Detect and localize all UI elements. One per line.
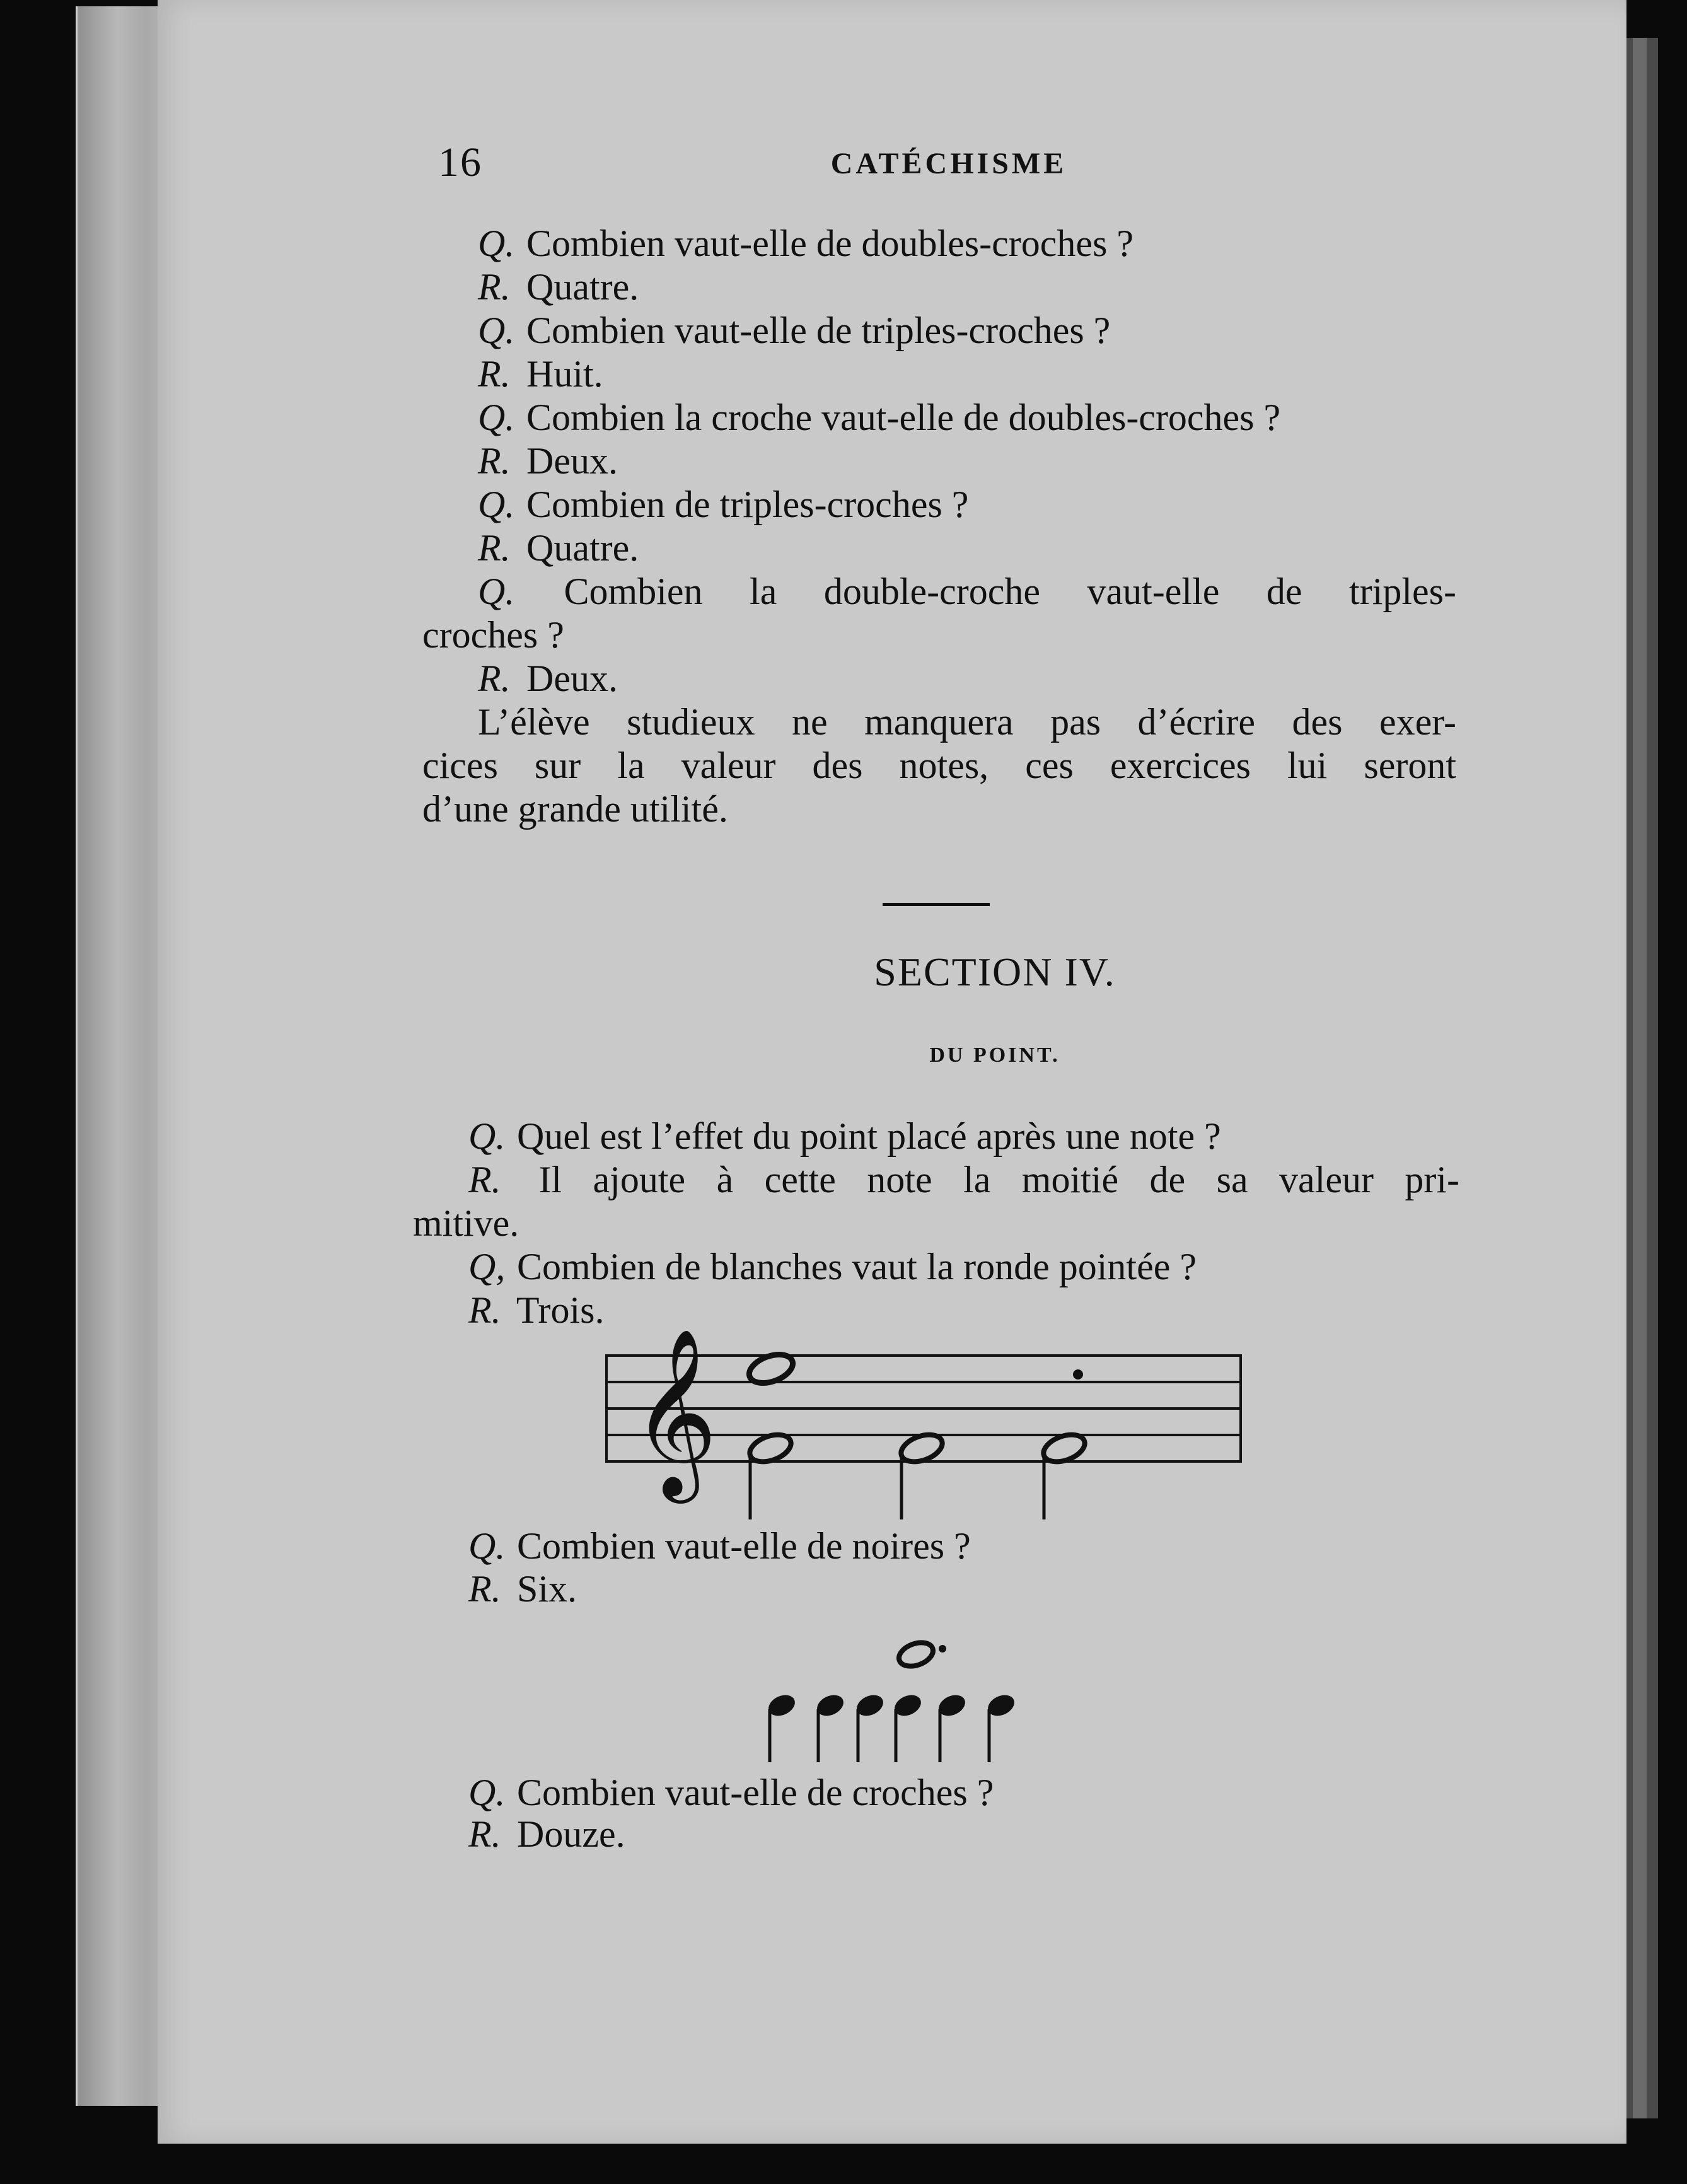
paragraph-line: d’une grande utilité. xyxy=(422,788,728,830)
qa-line xyxy=(422,570,1456,613)
qa-mark: R. xyxy=(478,527,511,569)
qa-text: Combien de blanches vaut la ronde pointée ? xyxy=(517,1246,1197,1287)
qa-mark: Q. xyxy=(478,223,515,264)
qa-line xyxy=(422,265,1456,309)
qa-line xyxy=(422,396,1456,439)
qa-mark: Q. xyxy=(478,310,515,351)
qa-mark: R. xyxy=(478,658,511,699)
qa-line xyxy=(413,1813,1459,1855)
qa-text: Combien vaut-elle de croches ? xyxy=(517,1772,994,1813)
qa-text: Deux. xyxy=(526,440,618,482)
qa-line xyxy=(422,657,1456,700)
quarter-note xyxy=(985,1691,1018,1762)
qa-line xyxy=(413,1289,1459,1332)
qa-text: Deux. xyxy=(526,658,618,699)
half-note xyxy=(898,1430,946,1519)
paragraph-line: L’élève studieux ne manquera pas d’écrire des exer- xyxy=(478,701,1456,743)
section-heading: SECTION IV. xyxy=(874,950,1116,994)
half-note xyxy=(746,1430,795,1519)
music-staff-example xyxy=(593,1330,1248,1526)
quarter-note xyxy=(936,1691,969,1762)
qa-text: Combien vaut-elle de triples-croches ? xyxy=(526,310,1111,351)
qa-mark: Q. xyxy=(468,1525,506,1567)
section-subheading: DU POINT. xyxy=(929,1043,1060,1067)
qa-block-croches xyxy=(413,1772,1459,1855)
half-note xyxy=(1040,1430,1089,1519)
qa-text: Combien la croche vaut-elle de doubles-croches ? xyxy=(526,397,1281,438)
qa-line xyxy=(413,1567,1459,1610)
notes-example xyxy=(753,1623,1069,1769)
qa-line xyxy=(422,526,1456,570)
qa-text: Il ajoute à cette note la moitié de sa valeur pri- xyxy=(538,1159,1459,1200)
qa-text: Quatre. xyxy=(526,266,639,308)
qa-line xyxy=(413,1115,1459,1158)
qa-text: Six. xyxy=(517,1568,577,1610)
augmentation-dot xyxy=(1073,1369,1083,1380)
qa-mark: Q. xyxy=(478,571,515,612)
quarter-note xyxy=(854,1691,887,1762)
qa-mark: Q. xyxy=(478,397,515,438)
qa-block-noires xyxy=(413,1525,1459,1610)
paragraph-line: cices sur la valeur des notes, ces exercices lui seront xyxy=(422,745,1456,786)
qa-text: Quel est l’effet du point placé après une note ? xyxy=(517,1115,1221,1157)
qa-line-continued: croches ? xyxy=(422,614,564,656)
qa-mark: R. xyxy=(478,440,511,482)
qa-text: Huit. xyxy=(526,353,603,395)
whole-note-head xyxy=(896,1638,936,1670)
qa-block-section xyxy=(413,1115,1459,1332)
qa-mark: R. xyxy=(468,1289,501,1331)
qa-line xyxy=(413,1525,1459,1567)
qa-mark: R. xyxy=(468,1159,501,1200)
page-number: 16 xyxy=(438,139,482,185)
qa-line xyxy=(422,483,1456,526)
section-rule xyxy=(883,903,990,906)
qa-mark: R. xyxy=(468,1568,501,1610)
page-edge-strip xyxy=(1633,38,1647,2118)
quarter-note xyxy=(891,1691,925,1762)
qa-mark: Q, xyxy=(468,1246,506,1287)
qa-line xyxy=(422,222,1456,265)
qa-mark: Q. xyxy=(468,1772,506,1813)
quarter-note xyxy=(765,1691,799,1762)
treble-clef-icon: 𝄞 xyxy=(632,1330,717,1496)
qa-text: Combien vaut-elle de doubles-croches ? xyxy=(526,223,1133,264)
qa-text: Douze. xyxy=(517,1813,625,1855)
qa-line xyxy=(422,309,1456,352)
qa-text: Combien la double-croche vaut-elle de triples- xyxy=(564,571,1456,612)
qa-mark: R. xyxy=(478,353,511,395)
qa-mark: Q. xyxy=(468,1115,506,1157)
qa-mark: Q. xyxy=(478,484,515,525)
qa-line-continued: mitive. xyxy=(413,1202,519,1244)
paragraph xyxy=(422,700,1456,831)
dotted-whole-note xyxy=(896,1638,946,1670)
qa-line xyxy=(422,439,1456,483)
quarter-note xyxy=(814,1691,847,1762)
qa-mark: R. xyxy=(478,266,511,308)
qa-mark: R. xyxy=(468,1813,501,1855)
qa-text: Trois. xyxy=(516,1289,605,1331)
qa-text: Quatre. xyxy=(526,527,639,569)
qa-line xyxy=(413,1158,1459,1202)
running-title: CATÉCHISME xyxy=(830,147,1067,180)
page-header xyxy=(438,139,1459,189)
qa-block-top xyxy=(422,222,1456,831)
augmentation-dot xyxy=(939,1645,946,1653)
qa-line xyxy=(413,1245,1459,1289)
qa-line xyxy=(413,1772,1459,1813)
qa-line xyxy=(422,352,1456,396)
qa-text: Combien de triples-croches ? xyxy=(526,484,969,525)
qa-text: Combien vaut-elle de noires ? xyxy=(517,1525,971,1567)
